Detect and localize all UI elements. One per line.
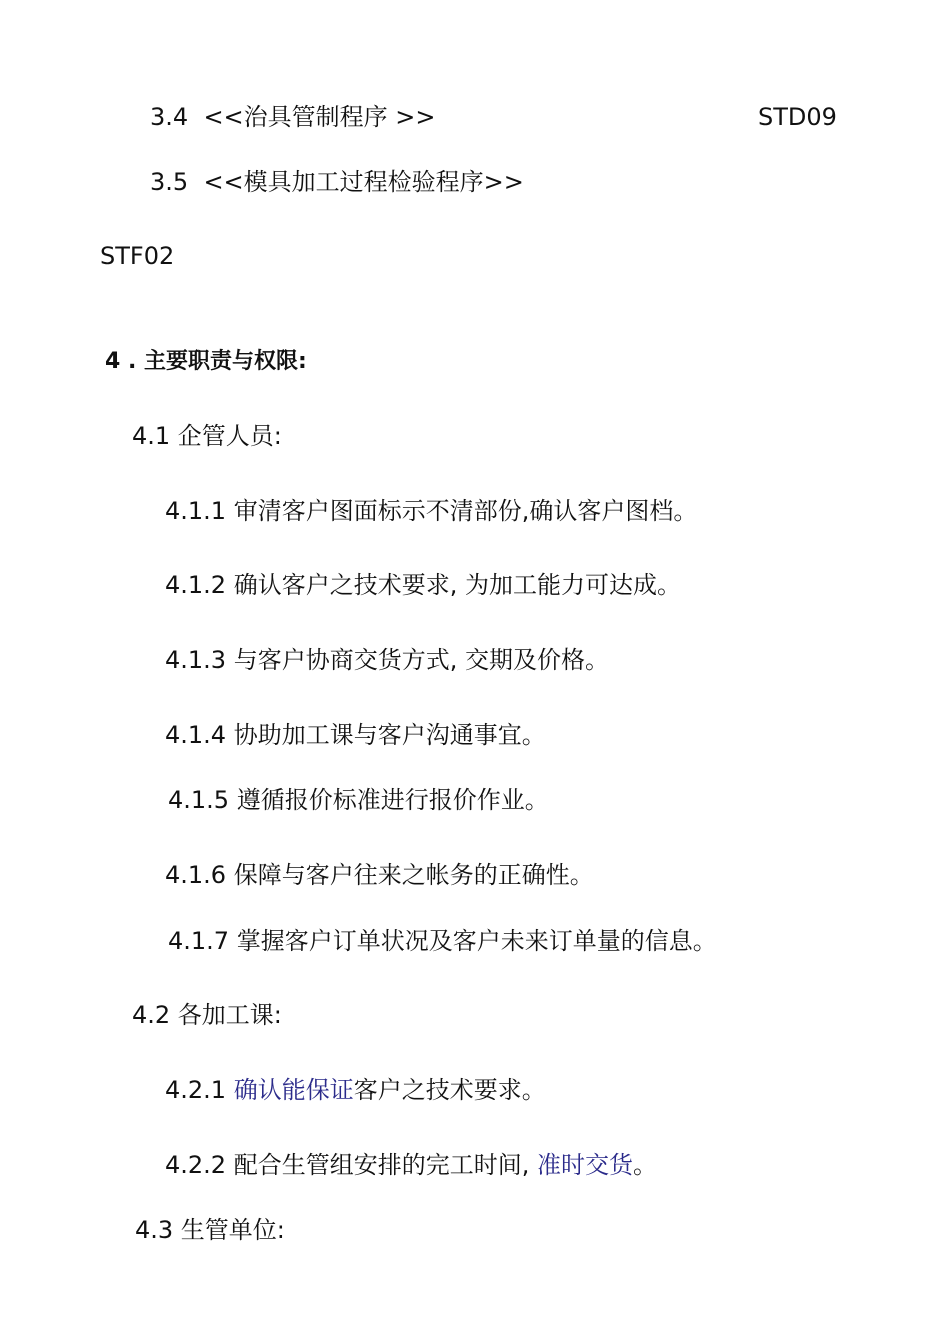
ref-3-4-code: STD09 bbox=[758, 103, 837, 131]
item-text-end: 。 bbox=[633, 1151, 657, 1179]
item-4-1-1 bbox=[165, 496, 697, 526]
ref-3-4-title: <<治具管制程序 >> bbox=[203, 103, 436, 131]
ref-3-4 bbox=[150, 102, 436, 132]
linked-text[interactable]: 确认能保证 bbox=[233, 1076, 354, 1104]
ref-3-4-number: 3.4 bbox=[150, 103, 189, 131]
linked-text[interactable]: 准时交货 bbox=[537, 1151, 633, 1179]
item-4-1-4 bbox=[165, 720, 546, 750]
item-text: 确认客户之技术要求, 为加工能力可达成。 bbox=[233, 571, 681, 599]
item-number: 4.1.5 bbox=[168, 786, 230, 814]
item-number: 4.1.7 bbox=[168, 927, 230, 955]
item-number: 4.2.1 bbox=[165, 1076, 227, 1104]
item-4-1-3 bbox=[165, 645, 609, 675]
item-number: 4.1.4 bbox=[165, 721, 227, 749]
item-text: 保障与客户往来之帐务的正确性。 bbox=[233, 861, 594, 889]
item-number: 4.1.3 bbox=[165, 646, 227, 674]
section-4-1-title: 4.1 企管人员: bbox=[132, 422, 282, 450]
item-number: 4.1.1 bbox=[165, 497, 227, 525]
ref-3-5 bbox=[150, 167, 524, 197]
item-4-1-2 bbox=[165, 570, 681, 600]
item-number: 4.1.6 bbox=[165, 861, 227, 889]
item-text: 掌握客户订单状况及客户未来订单量的信息。 bbox=[236, 927, 717, 955]
item-text: 遵循报价标准进行报价作业。 bbox=[236, 786, 549, 814]
section-4-heading: 4 . 主要职责与权限: bbox=[105, 349, 307, 374]
ref-3-5-code: STF02 bbox=[100, 242, 175, 270]
section-4-2-title: 4.2 各加工课: bbox=[132, 1001, 282, 1029]
item-4-2-1 bbox=[165, 1075, 546, 1105]
item-4-2-2 bbox=[165, 1150, 657, 1180]
item-text: 与客户协商交货方式, 交期及价格。 bbox=[233, 646, 609, 674]
item-text: 配合生管组安排的完工时间, bbox=[233, 1151, 530, 1179]
item-number: 4.2.2 bbox=[165, 1151, 227, 1179]
item-text: 协助加工课与客户沟通事宜。 bbox=[233, 721, 546, 749]
item-4-1-6 bbox=[165, 860, 594, 890]
ref-3-5-title: <<模具加工过程检验程序>> bbox=[203, 168, 524, 196]
item-text: 审清客户图面标示不清部份,确认客户图档。 bbox=[233, 497, 698, 525]
item-4-1-5 bbox=[168, 785, 549, 815]
item-text: 客户之技术要求。 bbox=[353, 1076, 546, 1104]
section-4-3-title: 4.3 生管单位: bbox=[135, 1216, 285, 1244]
item-4-1-7 bbox=[168, 926, 717, 956]
item-number: 4.1.2 bbox=[165, 571, 227, 599]
ref-3-5-number: 3.5 bbox=[150, 168, 189, 196]
